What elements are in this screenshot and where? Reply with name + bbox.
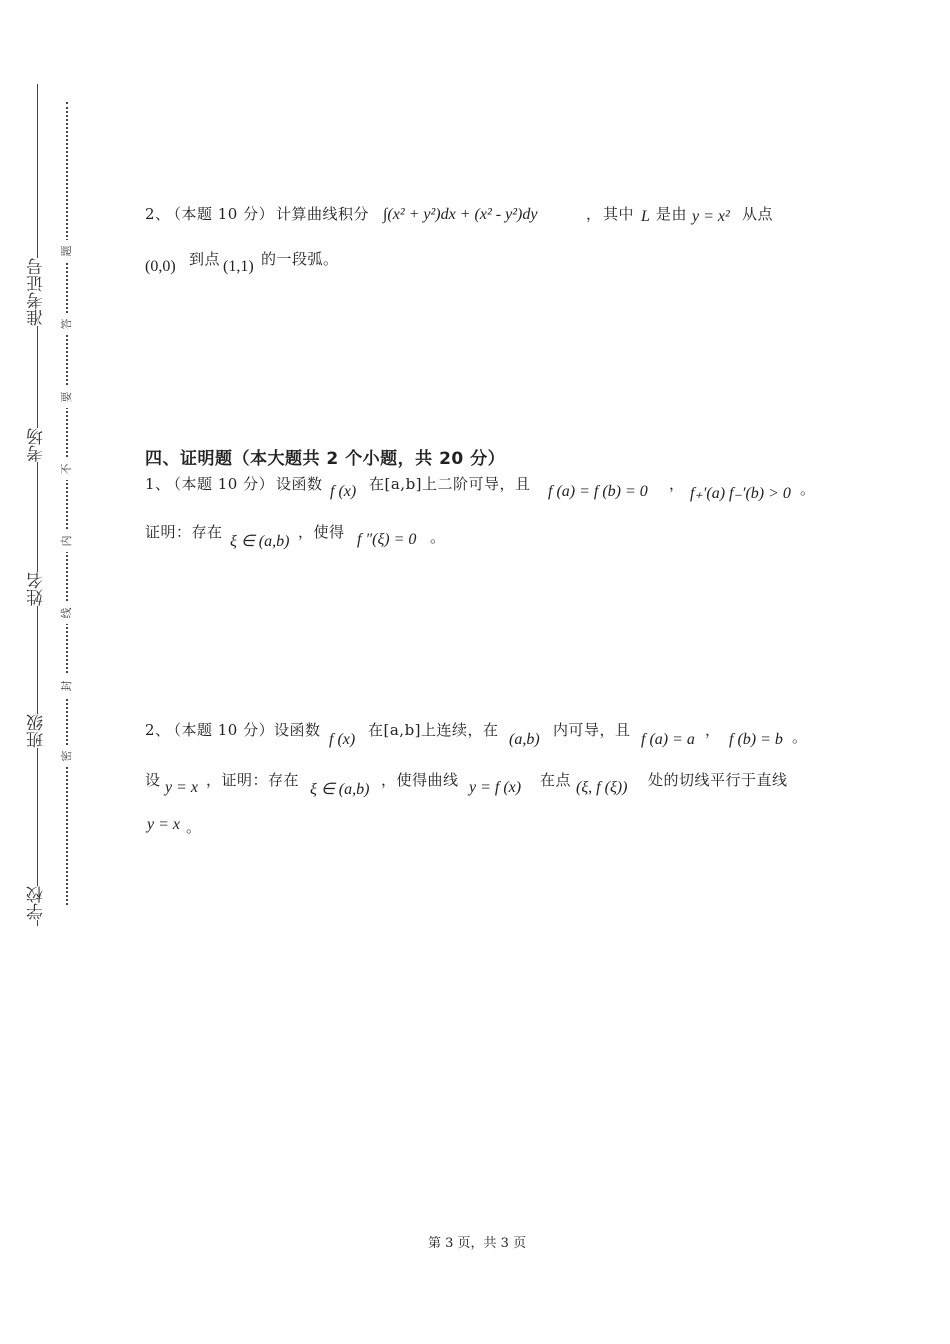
- class-label: 班级: [24, 714, 48, 748]
- q-text: 设函数: [276, 475, 323, 493]
- function-fx: f (x): [329, 731, 356, 748]
- function-yx: y = x: [165, 779, 198, 796]
- seal-char: 答: [56, 313, 78, 335]
- seal-char: 线: [56, 602, 78, 624]
- q-text: 。: [186, 818, 202, 836]
- seal-char: 不: [56, 458, 78, 480]
- exam-id-label: 准考证号: [24, 258, 48, 326]
- line-integral-formula: ∫(x² + y²)dx + (x² - y²)dy: [383, 206, 538, 223]
- q-text: 在点: [540, 771, 572, 789]
- q-number: 2、: [145, 205, 171, 223]
- q-text: 从点: [742, 205, 774, 223]
- name-label: 姓名: [24, 572, 48, 606]
- point-origin: (0,0): [145, 258, 176, 275]
- open-interval: (a,b): [509, 731, 540, 748]
- curve-formula: y = f (x): [469, 779, 522, 796]
- seal-char: 题: [56, 240, 78, 262]
- q-text: 到点: [189, 250, 221, 268]
- q-points: （本题 10 分）: [166, 721, 275, 739]
- xi-interval: ξ ∈ (a,b): [310, 781, 370, 798]
- q-text: 在[a,b]上连续，在: [368, 721, 499, 739]
- q-text: 处的切线平行于直线: [648, 771, 788, 789]
- q-text: 设: [145, 771, 161, 789]
- tangent-point: (ξ, f (ξ)): [576, 779, 628, 796]
- seal-char: 封: [56, 675, 78, 697]
- q-text: 证明：存在: [145, 523, 223, 541]
- point-one: (1,1): [223, 258, 254, 275]
- q-text: 在[a,b]上二阶可导，且: [369, 475, 531, 493]
- q-text: ，: [705, 721, 721, 739]
- q-number: 2、: [145, 721, 171, 739]
- xi-interval: ξ ∈ (a,b): [230, 533, 290, 550]
- q-text: 。: [800, 480, 816, 498]
- section-title: 四、证明题（本大题共 2 个小题，共 20 分）: [145, 449, 506, 469]
- q-text: 计算曲线积分: [276, 205, 370, 223]
- seal-dotted-line: [66, 102, 68, 905]
- parabola-formula: y = x²: [692, 208, 730, 225]
- school-label: 学校: [24, 886, 48, 920]
- q-text: 的一段弧。: [261, 250, 339, 268]
- condition-1: f (a) = a: [641, 731, 695, 748]
- q-text: ，证明：存在: [206, 771, 300, 789]
- seal-char: 密: [56, 745, 78, 767]
- margin-rule: [37, 84, 38, 926]
- q-text: 内可导，且: [553, 721, 631, 739]
- q-text: 。: [792, 728, 808, 746]
- q-points: （本题 10 分）: [166, 205, 275, 223]
- q-points: （本题 10 分）: [166, 475, 275, 493]
- function-fx: f (x): [330, 483, 357, 500]
- q-text: 是由: [656, 205, 688, 223]
- line-formula: y = x: [147, 816, 180, 833]
- page-footer: 第 3 页，共 3 页: [428, 1236, 527, 1251]
- q-text: 其中: [603, 205, 635, 223]
- q-text: ，: [586, 205, 602, 223]
- condition-2: f₊′(a) f₋′(b) > 0: [690, 485, 791, 502]
- condition-2: f (b) = b: [729, 731, 783, 748]
- q-text: ，使得: [298, 523, 345, 541]
- q-text: 设函数: [274, 721, 321, 739]
- q-text: 。: [430, 528, 446, 546]
- curve-L: L: [641, 208, 650, 225]
- q-number: 1、: [145, 475, 171, 493]
- q-text: ，: [669, 475, 685, 493]
- q-text: ，使得曲线: [381, 771, 459, 789]
- exam-room-label: 考场: [24, 428, 48, 462]
- conclusion: f ″(ξ) = 0: [357, 531, 417, 548]
- seal-char: 内: [56, 530, 78, 552]
- condition-1: f (a) = f (b) = 0: [548, 483, 648, 500]
- seal-char: 要: [56, 386, 78, 408]
